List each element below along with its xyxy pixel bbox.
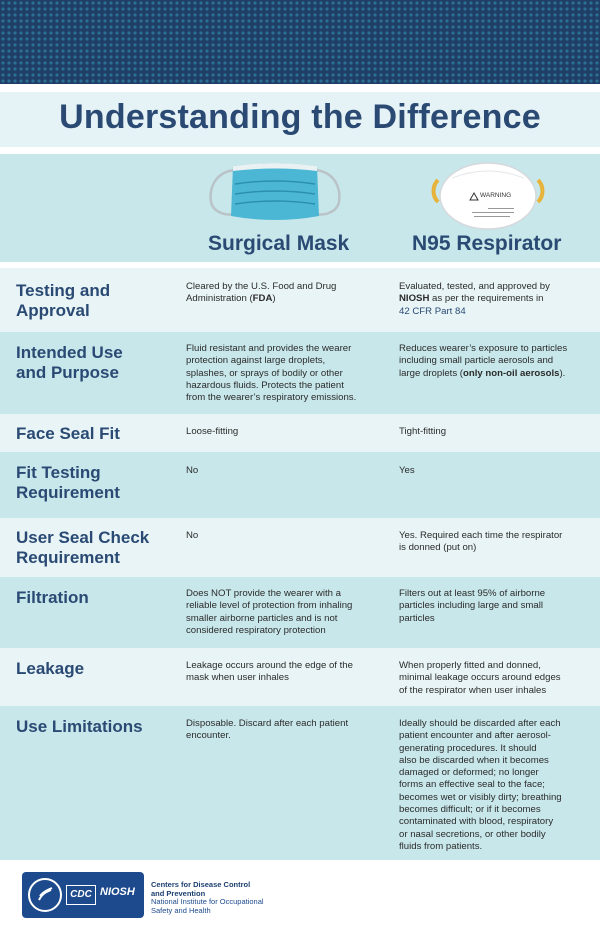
niosh-logo: NIOSH <box>100 886 135 898</box>
column-header-surgical-mask: Surgical Mask <box>208 232 350 255</box>
pattern-banner <box>0 0 600 84</box>
row-label-use-limitations: Use Limitations <box>16 717 143 736</box>
respirator-warning-text: WARNING <box>480 192 512 199</box>
row-label-face-seal-fit: Face Seal Fit <box>16 424 120 443</box>
n95-testing-approval: Evaluated, tested, and approved by NIOSH as per the requirements in 42 CFR Part 84 <box>399 281 550 317</box>
row-label-user-seal-check: User Seal Check Requirement <box>16 528 150 567</box>
surgical-user-seal-check: No <box>186 530 199 541</box>
surgical-fit-testing: No <box>186 465 199 476</box>
cdc-logo: CDC <box>66 885 96 905</box>
row-label-testing-approval: Testing and Approval <box>16 281 111 320</box>
n95-face-seal-fit: Tight-fitting <box>399 426 447 437</box>
page-title: Understanding the Difference <box>59 98 541 136</box>
row-label-leakage: Leakage <box>16 659 85 678</box>
org-name-niosh: National Institute for Occupational Safety and Health <box>151 897 264 915</box>
surgical-intended-use: Fluid resistant and provides the wearer protection against large droplets, splashes, or sprays of bodily or other hazardous fluids. Protects the patient from the wearer’s respiratory emissions. <box>186 343 357 404</box>
org-name-cdc: Centers for Disease Control and Prevention <box>151 880 251 898</box>
agency-logos <box>22 872 144 918</box>
n95-fit-testing: Yes <box>399 465 415 476</box>
row-label-filtration: Filtration <box>16 588 89 607</box>
surgical-face-seal-fit: Loose-fitting <box>186 426 239 437</box>
n95-use-limitations: Ideally should be discarded after each patient encounter and after aerosol- generating procedures. It should also be discarded when it becomes damaged or deformed; no longer forms an effective seal to the face; becomes wet or visibly dirty; breathing becomes difficult; or if it becomes contaminated with blood, respiratory or nasal secretions, or other bodily fluids from patients. <box>399 718 562 852</box>
surgical-testing-approval: Cleared by the U.S. Food and Drug Administration (FDA) <box>186 281 337 305</box>
n95-respirator-illustration <box>430 158 546 230</box>
surgical-leakage: Leakage occurs around the edge of the mask when user inhales <box>186 660 353 684</box>
surgical-use-limitations: Disposable. Discard after each patient encounter. <box>186 718 349 742</box>
column-header-n95-respirator: N95 Respirator <box>412 232 562 255</box>
n95-user-seal-check: Yes. Required each time the respirator is donned (put on) <box>399 530 563 554</box>
n95-intended-use: Reduces wearer’s exposure to particles including small particle aerosols and large droplets (only non-oil aerosols). <box>399 343 568 379</box>
row-label-fit-testing: Fit Testing Requirement <box>16 463 120 502</box>
surgical-filtration: Does NOT provide the wearer with a reliable level of protection from inhaling smaller airborne particles and is not considered respiratory protection <box>186 588 353 636</box>
surgical-mask-illustration <box>205 158 345 226</box>
n95-filtration: Filters out at least 95% of airborne particles including large and small particles <box>399 588 546 624</box>
n95-leakage: When properly fitted and donned, minimal leakage occurs around edges of the respirator when user inhales <box>399 660 561 696</box>
hhs-seal-icon <box>28 878 62 912</box>
row-label-intended-use: Intended Use and Purpose <box>16 343 123 382</box>
